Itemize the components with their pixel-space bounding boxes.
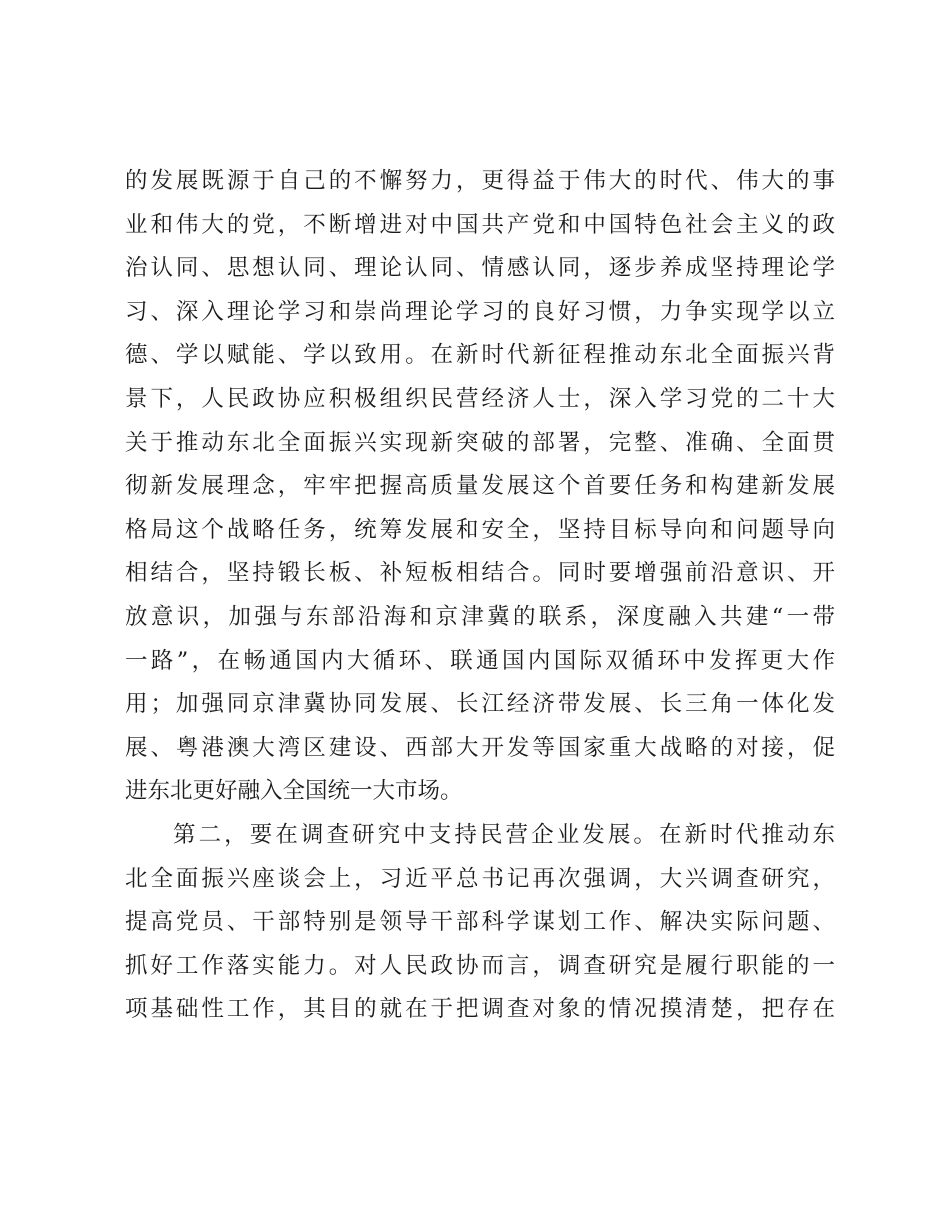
- text-line: 德、学以赋能、学以致用。在新时代新征程推动东北全面振兴背: [125, 342, 835, 369]
- text-line: 一路”，在畅通国内大循环、联通国内国际双循环中发挥更大作: [125, 647, 835, 674]
- document-body: [125, 160, 835, 1032]
- text-line: 治认同、思想认同、理论认同、情感认同，逐步养成坚持理论学: [125, 255, 835, 282]
- text-line: 景下，人民政协应积极组织民营经济人士，深入学习党的二十大: [125, 385, 835, 412]
- text-line: 放意识，加强与东部沿海和京津冀的联系，深度融入共建“一带: [125, 603, 835, 630]
- text-line: 进东北更好融入全国统一大市场。: [125, 778, 463, 805]
- text-line: 用；加强同京津冀协同发展、长江经济带发展、长三角一体化发: [125, 691, 835, 718]
- text-line: 业和伟大的党，不断增进对中国共产党和中国特色社会主义的政: [125, 211, 835, 238]
- paragraph-1: [125, 160, 835, 814]
- text-line: 项基础性工作，其目的就在于把调查对象的情况摸清楚，把存在: [125, 996, 835, 1023]
- paragraph-2: [125, 814, 835, 1032]
- text-line: 彻新发展理念，牢牢把握高质量发展这个首要任务和构建新发展: [125, 473, 835, 500]
- text-line: 格局这个战略任务，统筹发展和安全，坚持目标导向和问题导向: [125, 516, 835, 543]
- text-line: 相结合，坚持锻长板、补短板相结合。同时要增强前沿意识、开: [125, 560, 835, 587]
- text-line: 北全面振兴座谈会上，习近平总书记再次强调，大兴调查研究，: [125, 865, 835, 892]
- text-line: 抓好工作落实能力。对人民政协而言，调查研究是履行职能的一: [125, 952, 835, 979]
- text-line: 第二，要在调查研究中支持民营企业发展。在新时代推动东: [173, 821, 835, 848]
- text-line: 提高党员、干部特别是领导干部科学谋划工作、解决实际问题、: [125, 909, 835, 936]
- text-line: 的发展既源于自己的不懈努力，更得益于伟大的时代、伟大的事: [125, 168, 835, 194]
- text-line: 展、粤港澳大湾区建设、西部大开发等国家重大战略的对接，促: [125, 734, 835, 761]
- text-line: 习、深入理论学习和崇尚理论学习的良好习惯，力争实现学以立: [125, 298, 835, 325]
- text-line: 关于推动东北全面振兴实现新突破的部署，完整、准确、全面贯: [125, 429, 835, 456]
